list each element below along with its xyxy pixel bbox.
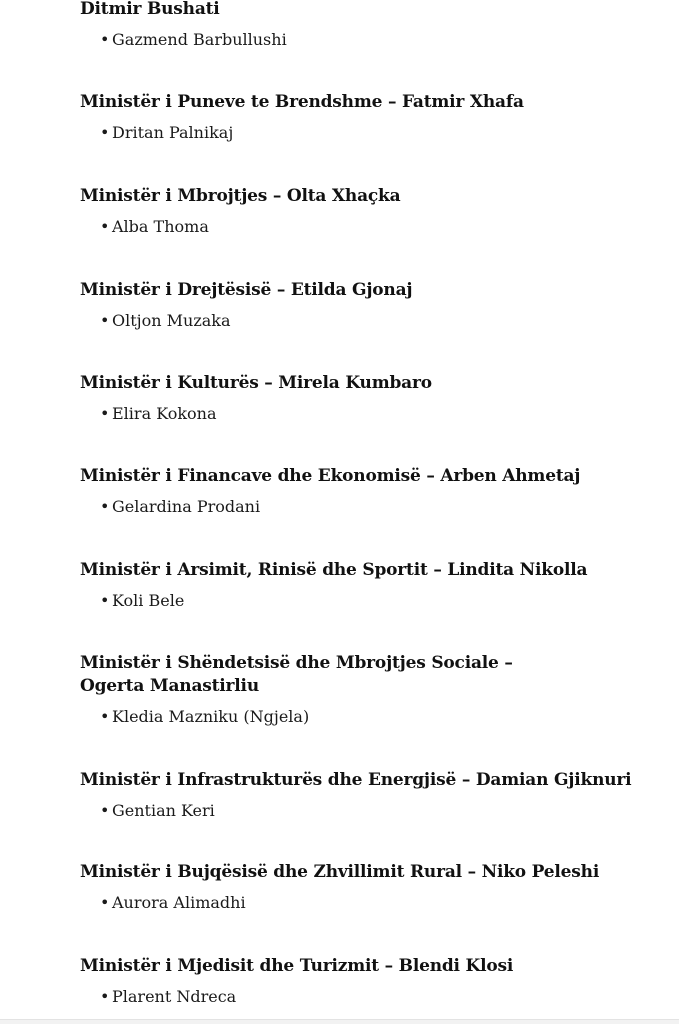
deputy-list-item: [80, 29, 640, 51]
minister-entry: [80, 652, 580, 728]
bullet-icon: •: [100, 217, 110, 236]
bullet-icon: •: [100, 893, 110, 912]
deputy-name: Koli Bele: [112, 591, 185, 610]
deputy-name: Plarent Ndreca: [112, 987, 237, 1006]
bullet-icon: •: [100, 311, 110, 330]
bullet-icon: •: [100, 591, 110, 610]
minister-title: Ministër i Kulturës – Mirela Kumbaro: [80, 373, 432, 393]
minister-entry: [80, 465, 640, 518]
deputy-list-item: [80, 403, 640, 425]
deputy-name: Alba Thoma: [112, 217, 209, 236]
minister-entry: [80, 279, 640, 332]
minister-title: Ministër i Mjedisit dhe Turizmit – Blendi Klosi: [80, 956, 514, 976]
page-bottom-edge: [0, 1019, 679, 1024]
deputy-list-item: [80, 892, 640, 914]
minister-title: Ministër i Bujqësisë dhe Zhvillimit Rural – Niko Peleshi: [80, 862, 600, 882]
minister-title: Ministër i Financave dhe Ekonomisë – Arben Ahmetaj: [80, 466, 581, 486]
deputy-name: Gazmend Barbullushi: [112, 30, 287, 49]
deputy-name: Oltjon Muzaka: [112, 311, 231, 330]
minister-entry: [80, 185, 640, 238]
deputy-list-item: [80, 706, 580, 728]
deputy-list-item: [80, 800, 640, 822]
minister-title: Ministër i Infrastrukturës dhe Energjisë – Damian Gjiknuri: [80, 770, 632, 790]
bullet-icon: •: [100, 30, 110, 49]
bullet-icon: •: [100, 123, 110, 142]
deputy-list-item: [80, 496, 640, 518]
deputy-name: Kledia Mazniku (Ngjela): [112, 707, 310, 726]
minister-title: Ministër i Mbrojtjes – Olta Xhaçka: [80, 186, 401, 206]
minister-title: Ministër i Arsimit, Rinisë dhe Sportit – Lindita Nikolla: [80, 560, 588, 580]
bullet-icon: •: [100, 801, 110, 820]
bullet-icon: •: [100, 497, 110, 516]
deputy-name: Aurora Alimadhi: [112, 893, 246, 912]
minister-entry: [80, 861, 640, 914]
deputy-name: Gelardina Prodani: [112, 497, 261, 516]
minister-title: Ministër i Drejtësisë – Etilda Gjonaj: [80, 280, 413, 300]
deputy-list-item: [80, 986, 640, 1008]
bullet-icon: •: [100, 987, 110, 1006]
deputy-name: Dritan Palnikaj: [112, 123, 234, 142]
minister-entry: [80, 769, 640, 822]
bullet-icon: •: [100, 707, 110, 726]
minister-entry: [80, 372, 640, 425]
minister-title: Ministër i Shëndetsisë dhe Mbrojtjes Sociale – Ogerta Manastirliu: [80, 653, 513, 696]
deputy-list-item: [80, 590, 640, 612]
minister-title: Ministër i Puneve te Brendshme – Fatmir Xhafa: [80, 92, 524, 112]
minister-entry: [80, 91, 640, 144]
minister-entry: [80, 559, 640, 612]
deputy-list-item: [80, 122, 640, 144]
minister-entry: [80, 955, 640, 1008]
bullet-icon: •: [100, 404, 110, 423]
deputy-name: Gentian Keri: [112, 801, 215, 820]
deputy-list-item: [80, 216, 640, 238]
minister-entry: [80, 0, 640, 51]
deputy-list-item: [80, 310, 640, 332]
minister-title: Ditmir Bushati: [80, 0, 220, 19]
deputy-name: Elira Kokona: [112, 404, 217, 423]
